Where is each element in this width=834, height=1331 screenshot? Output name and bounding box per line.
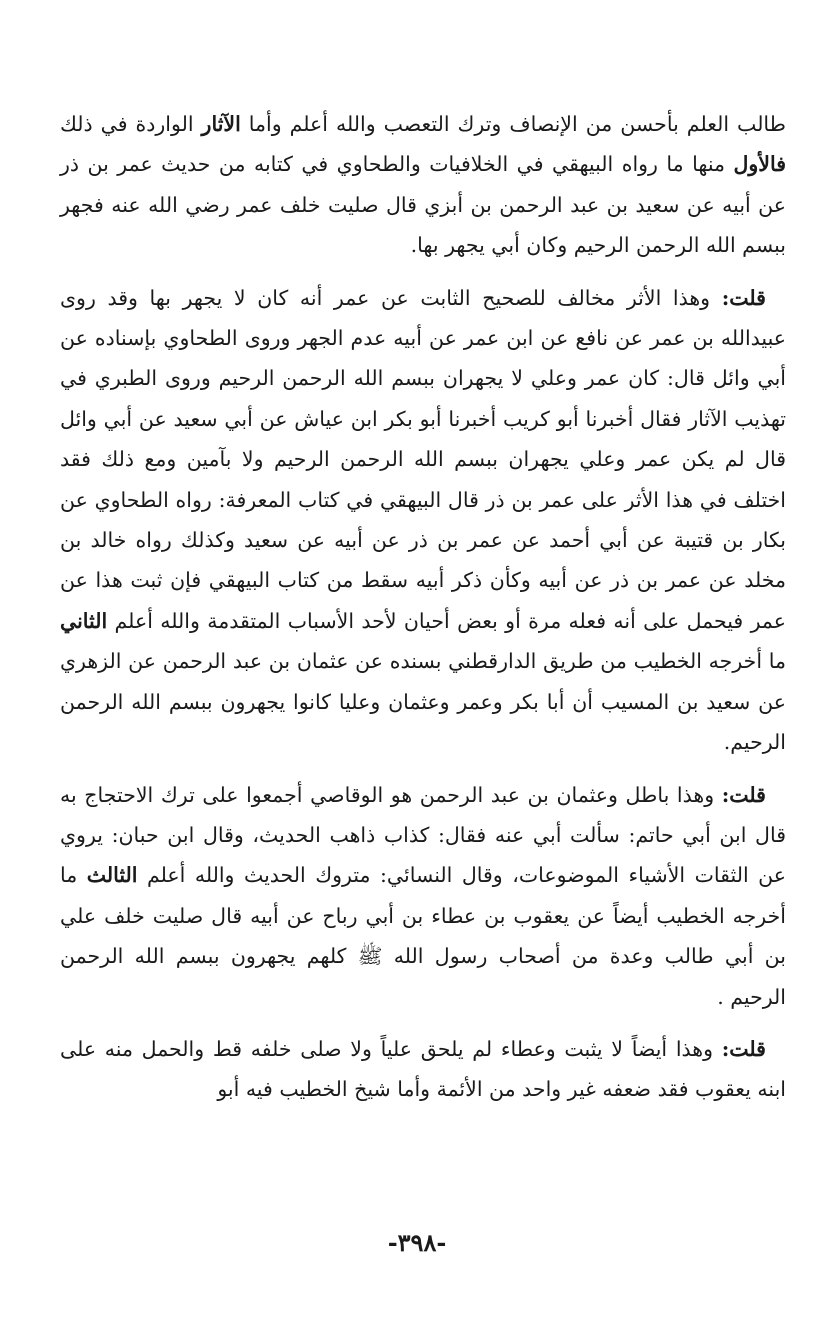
page-body xyxy=(60,104,786,1234)
text-run: الواردة في ذلك xyxy=(60,112,202,136)
bold-term: قلت: xyxy=(721,285,766,310)
text-run: ما أخرجه الخطيب أيضاً عن يعقوب بن عطاء بن أبي رباح عن أبيه قال صليت خلف علي بن أبي طالب وعدة من أصحاب رسول الله ﷺ كلهم يجهرون ببسم الله الرحمن الرحيم . xyxy=(60,863,786,1009)
text-run: وهذا باطل وعثمان بن عبد الرحمن هو الوقاصي أجمعوا على ترك الاحتجاج به قال ابن أبي حاتم: سألت أبي عنه فقال: كذاب ذاهب الحديث، وقال ابن حبان: يروي عن الثقات الأشياء الموضوعات، وقال النسائي: متروك الحديث والله أعلم xyxy=(60,782,786,888)
bold-term: الآثار xyxy=(201,112,241,136)
paragraph-4 xyxy=(60,1029,786,1110)
paragraph-1 xyxy=(60,104,786,266)
page-number: -٣٩٨- xyxy=(387,1228,447,1257)
text-run: ما أخرجه الخطيب من طريق الدارقطني بسنده عن عثمان بن عبد الرحمن عن الزهري عن سعيد بن المسيب أن أبا بكر وعمر وعثمان وعليا كانوا يجهرون ببسم الله الرحمن الرحيم. xyxy=(60,649,786,755)
paragraph-2 xyxy=(60,278,786,763)
text-run: طالب العلم بأحسن من الإنصاف وترك التعصب والله أعلم وأما xyxy=(240,112,786,136)
text-run: وهذا الأثر مخالف للصحيح الثابت عن عمر أنه كان لا يجهر بها وقد روى عبيدالله بن عمر عن نافع عن ابن عمر عن أبيه عدم الجهر وروى الطحاوي بإسناده عن أبي وائل قال: كان عمر وعلي لا يجهران ببسم الله الرحمن الرحيم وروى الطبري في تهذيب الآثار فقال أخبرنا أبو كريب أخبرنا أبو بكر ابن عياش عن أبي سعيد عن أبي وائل قال لم يكن عمر وعلي يجهران ببسم الله الرحمن الرحيم ولا بآمين ومع ذلك فقد اختلف في هذا الأثر على عمر بن ذر قال البيهقي في كتاب المعرفة: رواه الطحاوي عن بكار بن قتيبة عن أبي أحمد عن عمر بن ذر عن أبيه عن سعيد وكذلك رواه خالد بن مخلد عن عمر بن ذر عن أبيه وكأن ذكر أبيه سقط من كتاب البيهقي فإن ثبت هذا عن عمر فيحمل على أنه فعله مرة أو بعض أحيان لأحد الأسباب المتقدمة والله أعلم xyxy=(60,285,786,633)
text-run: منها ما رواه البيهقي في الخلافيات والطحاوي في كتابه من حديث عمر بن ذر عن أبيه عن سعيد بن عبد الرحمن بن أبزي قال صليت خلف عمر رضي الله عنه فجهر ببسم الله الرحمن الرحيم وكان أبي يجهر بها. xyxy=(60,152,786,258)
text-run: وهذا أيضاً لا يثبت وعطاء لم يلحق علياً ولا صلى خلفه قط والحمل منه على ابنه يعقوب فقد ضعفه غير واحد من الأئمة وأما شيخ الخطيب فيه أبو xyxy=(60,1036,786,1102)
bold-term: قلت: xyxy=(721,1036,766,1061)
bold-term: الثاني xyxy=(60,608,108,633)
bold-term: الثالث xyxy=(86,863,138,888)
bold-term: قلت: xyxy=(721,782,766,807)
paragraph-3 xyxy=(60,775,786,1017)
bold-term: فالأول xyxy=(733,152,786,177)
